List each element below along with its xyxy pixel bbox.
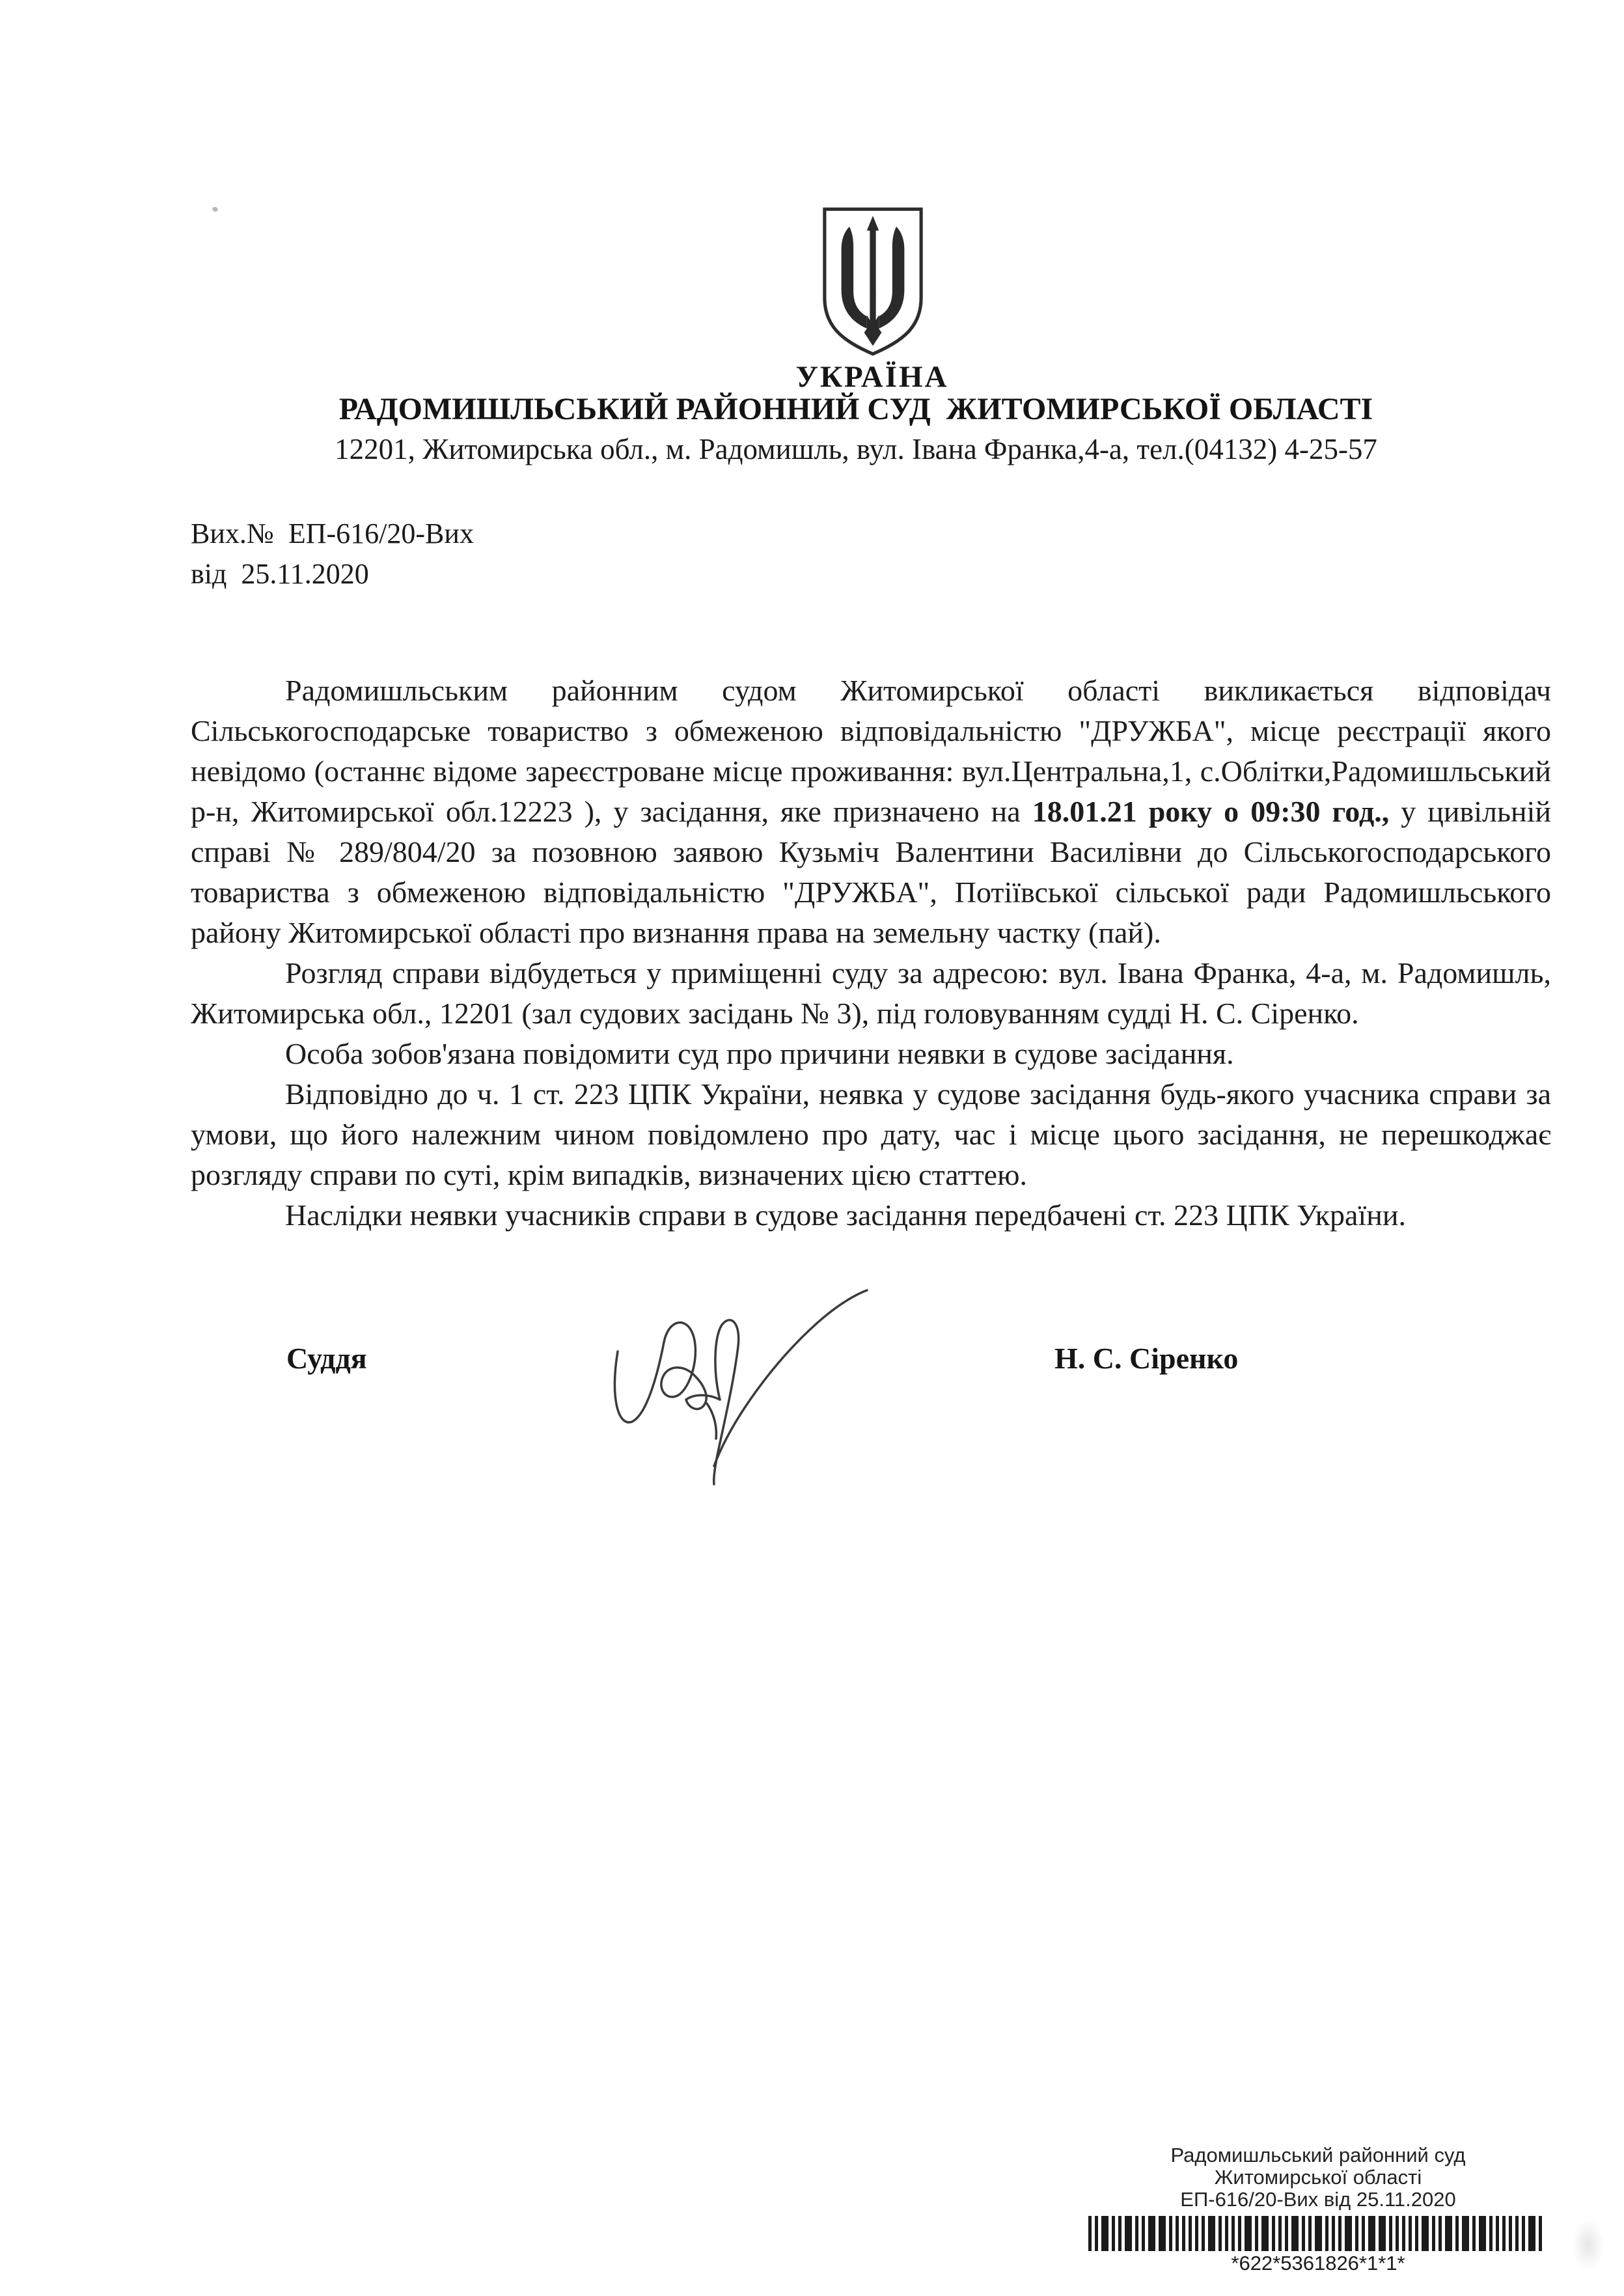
barcode-bar	[1278, 2216, 1282, 2251]
body-paragraph: Особа зобов'язана повідомити суд про причини неявки в судове засідання.	[285, 1037, 1234, 1070]
barcode-bar	[1332, 2216, 1335, 2251]
barcode-bar	[1202, 2216, 1205, 2251]
outgoing-number: Вих.№ ЕП-616/20-Вих	[191, 518, 474, 549]
barcode-bar	[1189, 2216, 1192, 2251]
barcode-bar	[1142, 2216, 1145, 2251]
body-paragraph: Наслідки неявки учасників справи в судове засідання передбачені ст. 223 ЦПК України.	[285, 1198, 1406, 1232]
barcode-bar	[1422, 2216, 1429, 2251]
barcode-bar	[1389, 2216, 1392, 2251]
barcode-bar	[1502, 2216, 1506, 2251]
barcode-bar	[1315, 2216, 1322, 2251]
barcode-bar	[1528, 2216, 1535, 2251]
barcode-bar	[1445, 2216, 1452, 2251]
barcode-bar	[1415, 2216, 1418, 2251]
document-body	[191, 671, 1551, 1236]
barcode-bar	[1195, 2216, 1198, 2251]
barcode-bar	[1432, 2216, 1435, 2251]
barcode-bar	[1125, 2216, 1132, 2251]
court-address: 12201, Житомирська обл., м. Радомишль, вул. Івана Франка,4-а, тел.(04132) 4-25-57	[335, 433, 1377, 465]
barcode-bar	[1455, 2216, 1459, 2251]
footer-court-line2: Житомирської області	[1214, 2166, 1422, 2189]
body-paragraph: Розгляд справи відбудеться у приміщенні суду за адресою: вул. Івана Франка, 4-а, м. Радомишль, Житомирська обл., 12201 (зал судових засідань № 3), під головуванням судді Н. С. Сіренко.	[191, 956, 1551, 1030]
barcode-bar	[1489, 2216, 1493, 2251]
country-title: УКРАЇНА	[795, 360, 949, 394]
barcode-bar	[1438, 2216, 1442, 2251]
barcode-bar	[1095, 2216, 1098, 2251]
barcode-bar	[1112, 2216, 1115, 2251]
barcode-bar	[1088, 2216, 1092, 2251]
footer-doc-ref: ЕП-616/20-Вих від 25.11.2020	[1180, 2188, 1456, 2211]
barcode-bar	[1255, 2216, 1258, 2251]
barcode-bar	[1368, 2216, 1375, 2251]
barcode-bar	[1208, 2216, 1215, 2251]
barcode-bar	[1169, 2216, 1172, 2251]
barcode-bar	[1479, 2216, 1486, 2251]
barcode-bar	[1362, 2216, 1365, 2251]
court-name: РАДОМИШЛЬСЬКИЙ РАЙОННИЙ СУД ЖИТОМИРСЬКОЇ ОБЛАСТІ	[338, 392, 1373, 426]
barcode-bar	[1135, 2216, 1138, 2251]
barcode-bar	[1325, 2216, 1328, 2251]
scan-artifact-smudge	[1572, 2219, 1604, 2271]
scan-artifact-speck	[212, 206, 219, 213]
barcode-bar	[1261, 2216, 1269, 2251]
barcode-bar	[1285, 2216, 1288, 2251]
judge-name: Н. С. Сіренко	[1054, 1342, 1239, 1375]
barcode-bar	[1472, 2216, 1476, 2251]
barcode-bar	[1522, 2216, 1525, 2251]
body-paragraph: Радомишльським районним судом Житомирської області викликається відповідач Сільськогосподарське товариство з обмеженою відповідальністю "ДРУЖБА", місце реєстрації якого невідомо (останнє відоме зареєстроване місце проживання: вул.Центральна,1, с.Облітки,Радомишльський р-н, Житомирської обл.12223 ), у засідання, яке призначено на 18.01.21 року о 09:30 год., у цивільній справі № 289/804/20 за позовною заявою Кузьміч Валентини Василівни до Сільськогосподарського товариства з обмеженою відповідальністю "ДРУЖБА", Потіївської сільської ради Радомишльського району Житомирської області про визнання права на земельну частку (пай).	[191, 674, 1551, 949]
barcode-bar	[1182, 2216, 1185, 2251]
barcode-bar	[1232, 2216, 1235, 2251]
barcode-bar	[1496, 2216, 1499, 2251]
barcode-bar	[1308, 2216, 1312, 2251]
barcode-bar	[1409, 2216, 1412, 2251]
barcode-bar	[1101, 2216, 1108, 2251]
barcode-bar	[1402, 2216, 1405, 2251]
footer-court-line1: Радомишльський районний суд	[1170, 2144, 1466, 2166]
body-paragraph: Відповідно до ч. 1 ст. 223 ЦПК України, неявка у судове засідання будь-якого учасника справи за умови, що його належним чином повідомлено про дату, час і місце цього засідання, не перешкоджає розгляду справи по суті, крім випадків, визначених цією статтею.	[191, 1077, 1551, 1191]
barcode-value: *622*5361826*1*1*	[1231, 2252, 1405, 2275]
barcode-bar	[1245, 2216, 1252, 2251]
barcode-bar	[1462, 2216, 1469, 2251]
barcode-bar	[1225, 2216, 1228, 2251]
barcode-bar	[1539, 2216, 1542, 2251]
barcode-bar	[1176, 2216, 1179, 2251]
barcode-bar	[1238, 2216, 1241, 2251]
barcode	[1088, 2216, 1548, 2251]
barcode-bar	[1338, 2216, 1342, 2251]
barcode-bar	[1159, 2216, 1166, 2251]
ukraine-trident-emblem-icon	[816, 202, 930, 360]
barcode-bar	[1302, 2216, 1305, 2251]
barcode-bar	[1355, 2216, 1358, 2251]
barcode-bar	[1379, 2216, 1386, 2251]
barcode-bar	[1272, 2216, 1275, 2251]
barcode-bar	[1345, 2216, 1352, 2251]
barcode-bar	[1218, 2216, 1222, 2251]
barcode-bar	[1148, 2216, 1155, 2251]
barcode-bar	[1291, 2216, 1299, 2251]
barcode-block	[1071, 2144, 1565, 2275]
judge-role-label: Суддя	[286, 1342, 367, 1375]
barcode-bar	[1396, 2216, 1399, 2251]
barcode-bar	[1509, 2216, 1512, 2251]
barcode-bar	[1118, 2216, 1122, 2251]
barcode-bar	[1515, 2216, 1519, 2251]
outgoing-date: від 25.11.2020	[191, 558, 369, 590]
